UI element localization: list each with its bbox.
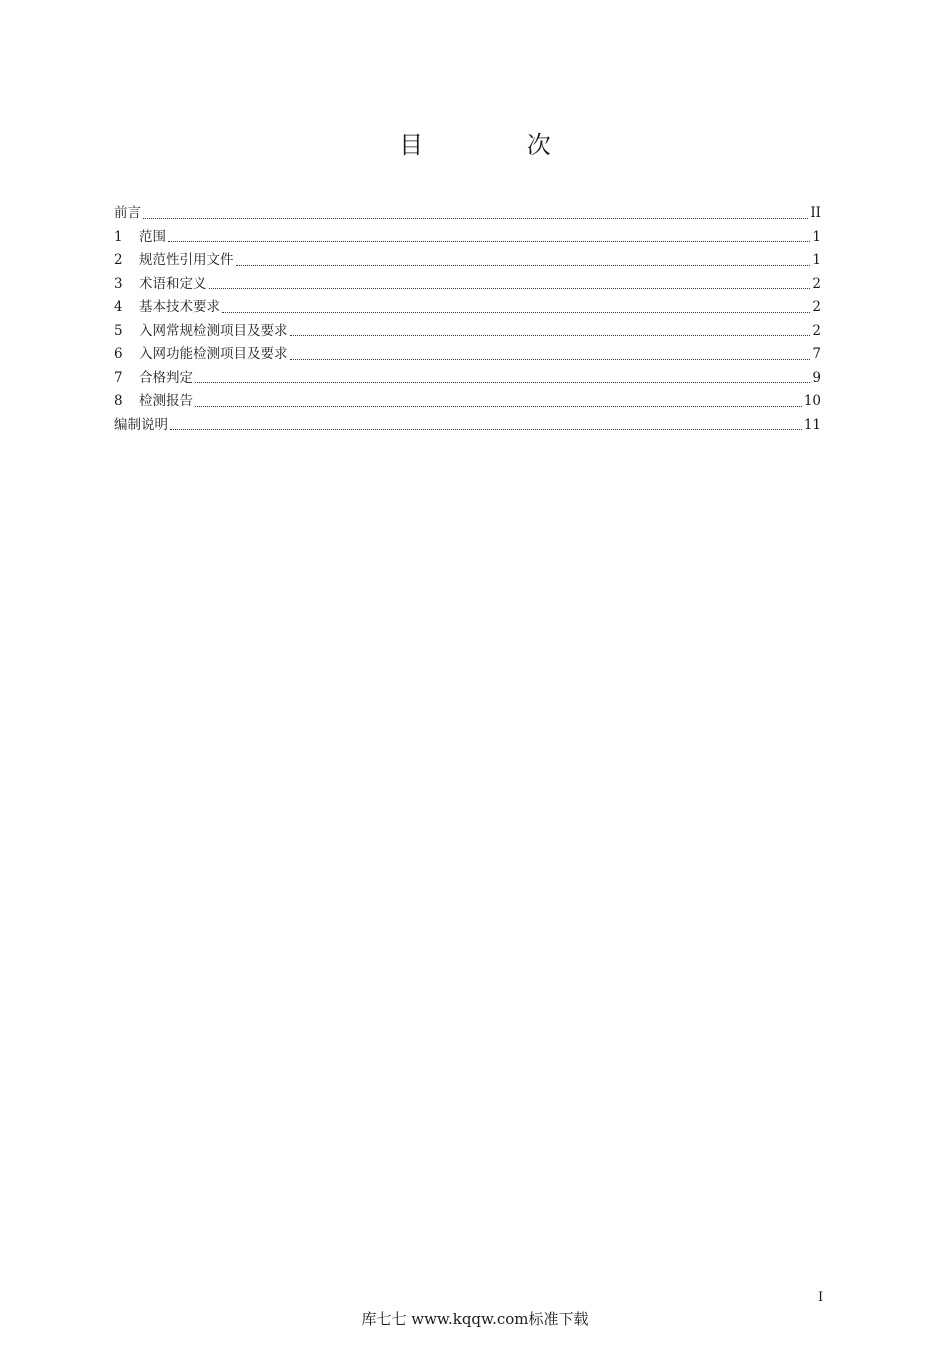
toc-entry-preface[interactable] xyxy=(114,202,821,226)
toc-entry-1[interactable] xyxy=(114,226,821,250)
toc-leader xyxy=(290,359,811,360)
toc-page: 2 xyxy=(812,275,821,292)
toc-leader xyxy=(236,265,811,266)
toc-number: 8 xyxy=(114,393,123,409)
toc-number: 2 xyxy=(114,252,123,268)
toc-leader xyxy=(195,382,810,383)
toc-number: 1 xyxy=(114,228,123,245)
toc-entry-explanation[interactable] xyxy=(114,414,821,438)
toc-label: 合格判定 xyxy=(139,369,193,386)
toc-page: 7 xyxy=(812,346,821,362)
toc-entry-2[interactable] xyxy=(114,249,821,273)
toc-number: 5 xyxy=(114,322,123,339)
toc-label: 检测报告 xyxy=(139,393,193,409)
toc-entry-7[interactable] xyxy=(114,367,821,391)
toc-page: 11 xyxy=(803,416,821,433)
toc-number: 3 xyxy=(114,275,123,292)
toc-entry-3[interactable] xyxy=(114,273,821,297)
toc-leader xyxy=(209,288,811,289)
toc-leader xyxy=(195,406,802,407)
toc-entry-6[interactable] xyxy=(114,343,821,367)
toc-leader xyxy=(222,312,810,313)
toc-page: 2 xyxy=(812,322,821,339)
page-title: 目 次 xyxy=(399,131,599,159)
footer-watermark: 库七七 www.kqqw.com标准下载 xyxy=(361,1310,589,1328)
table-of-contents xyxy=(114,202,821,437)
toc-label: 规范性引用文件 xyxy=(139,252,234,268)
toc-entry-4[interactable] xyxy=(114,296,821,320)
toc-leader xyxy=(290,335,811,336)
toc-number: 6 xyxy=(114,346,123,362)
toc-label: 入网常规检测项目及要求 xyxy=(139,322,288,339)
toc-label: 入网功能检测项目及要求 xyxy=(139,346,288,362)
toc-page: 2 xyxy=(812,299,821,315)
toc-label: 基本技术要求 xyxy=(139,299,220,315)
toc-page: 10 xyxy=(803,393,821,409)
toc-page: 1 xyxy=(812,252,821,268)
page-number: I xyxy=(818,1290,824,1305)
toc-leader xyxy=(143,218,808,219)
toc-leader xyxy=(168,241,810,242)
toc-number: 4 xyxy=(114,299,123,315)
toc-entry-8[interactable] xyxy=(114,390,821,414)
toc-number: 7 xyxy=(114,369,123,386)
toc-label: 范围 xyxy=(139,228,166,245)
toc-page: 1 xyxy=(812,228,821,245)
toc-entry-5[interactable] xyxy=(114,320,821,344)
toc-leader xyxy=(170,429,802,430)
toc-page: 9 xyxy=(812,369,821,386)
toc-label: 术语和定义 xyxy=(139,275,207,292)
toc-label: 前言 xyxy=(114,205,141,221)
toc-page: II xyxy=(810,205,821,221)
toc-label: 编制说明 xyxy=(114,416,168,433)
